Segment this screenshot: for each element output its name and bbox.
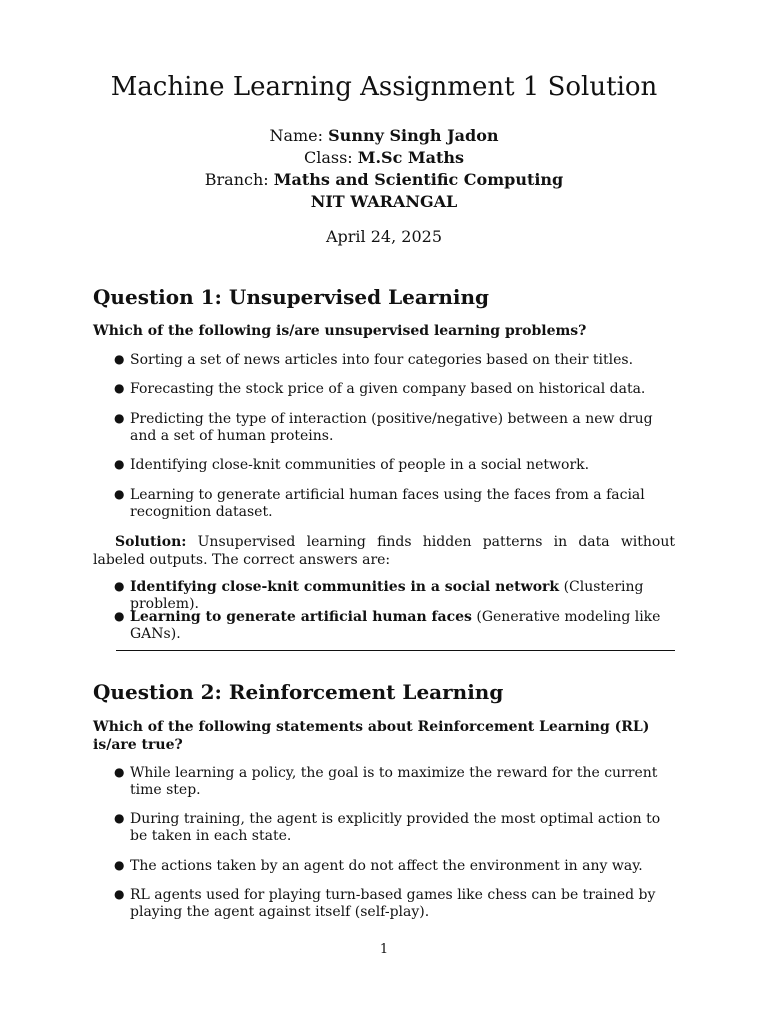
bullet-icon: ● <box>114 352 125 366</box>
answer-note: (Clustering problem). <box>130 579 644 612</box>
q1-option-3: Predicting the type of interaction (positive/negative) between a new drug and a set of human proteins. <box>130 411 653 444</box>
bullet-icon: ● <box>114 765 125 779</box>
page-number: 1 <box>379 942 389 957</box>
solution-text: Unsupervised learning finds hidden patterns in data without labeled outputs. The correct answers are: <box>93 534 675 568</box>
branch-line <box>0 169 768 191</box>
bullet-icon: ● <box>114 457 125 471</box>
branch-value: Maths and Scientific Computing <box>273 170 564 189</box>
bullet-icon: ● <box>114 579 125 593</box>
bullet-icon: ● <box>114 858 125 872</box>
q2-option-2: During training, the agent is explicitly provided the most optimal action to be taken in each state. <box>130 811 661 844</box>
q1-heading: Question 1: Unsupervised Learning <box>93 285 490 309</box>
answer-bold: Identifying close-knit communities in a social network <box>130 579 560 595</box>
document-title: Machine Learning Assignment 1 Solution <box>110 72 658 102</box>
q1-option-4: Identifying close-knit communities of people in a social network. <box>130 457 590 473</box>
name-value: Sunny Singh Jadon <box>328 126 499 145</box>
q1-question: Which of the following is/are unsupervised learning problems? <box>93 323 587 339</box>
solution-label: Solution: <box>115 534 187 550</box>
branch-label: Branch: <box>204 170 274 189</box>
class-value: M.Sc Maths <box>357 148 465 167</box>
q2-option-3: The actions taken by an agent do not affect the environment in any way. <box>130 858 643 874</box>
answer-note: (Generative modeling like GANs). <box>130 609 661 642</box>
bullet-icon: ● <box>114 887 125 901</box>
q1-answer-2 <box>130 609 675 643</box>
name-label: Name: <box>269 126 329 145</box>
q1-option-2: Forecasting the stock price of a given company based on historical data. <box>130 381 646 397</box>
bullet-icon: ● <box>114 487 125 501</box>
bullet-icon: ● <box>114 381 125 395</box>
institute-line <box>0 191 768 213</box>
q1-answer-1 <box>130 579 675 613</box>
class-label: Class: <box>303 148 358 167</box>
q2-heading: Question 2: Reinforcement Learning <box>93 680 504 704</box>
q2-option-4: RL agents used for playing turn-based games like chess can be trained by playing the agent against itself (self-play). <box>130 887 656 920</box>
bullet-icon: ● <box>114 811 125 825</box>
class-line <box>0 147 768 169</box>
q1-solution <box>93 533 675 569</box>
bullet-icon: ● <box>114 411 125 425</box>
answer-bold: Learning to generate artificial human faces <box>130 609 472 625</box>
document-date: April 24, 2025 <box>325 227 442 246</box>
author-name-line <box>0 125 768 147</box>
section-divider <box>116 650 675 651</box>
q1-option-1: Sorting a set of news articles into four categories based on their titles. <box>130 352 634 368</box>
bullet-icon: ● <box>114 609 125 623</box>
q2-option-1: While learning a policy, the goal is to maximize the reward for the current time step. <box>130 765 658 798</box>
q1-option-5: Learning to generate artificial human faces using the faces from a facial recognition dataset. <box>130 487 645 520</box>
q2-question: Which of the following statements about Reinforcement Learning (RL) is/are true? <box>93 719 650 753</box>
institute-name: NIT WARANGAL <box>310 192 458 211</box>
